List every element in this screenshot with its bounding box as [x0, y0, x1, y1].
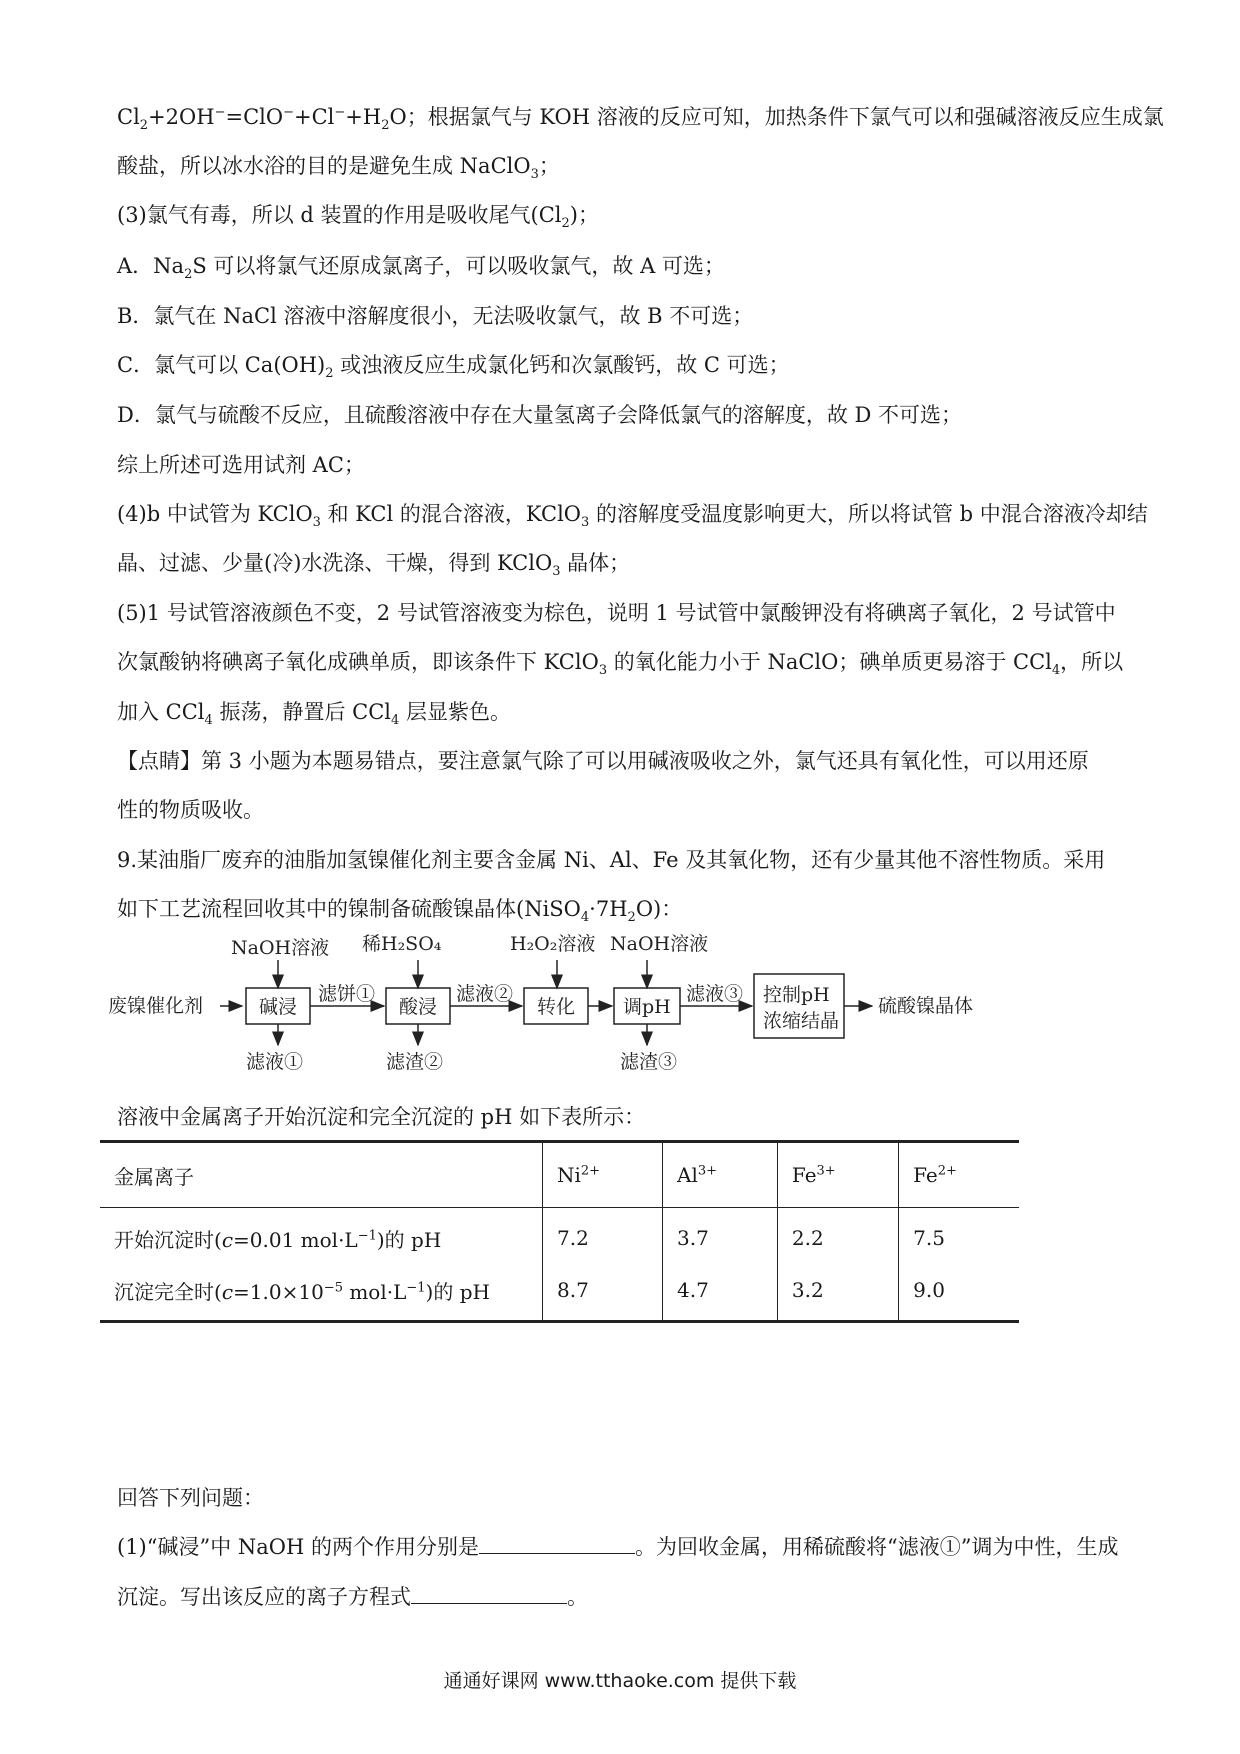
answer-blank: [479, 1535, 635, 1554]
table-cell: 4.7: [663, 1264, 778, 1322]
text-line: (1)“碱浸”中 NaOH 的两个作用分别是 。为回收金属，用稀硫酸将“滤液①”调为中性，生成: [117, 1535, 1119, 1559]
text-line: B．氯气在 NaCl 溶液中溶解度很小，无法吸收氯气，故 B 不可选；: [117, 304, 754, 328]
text-line: (4)b 中试管为 KClO$_3$ 和 KCl 的混合溶液，KClO$_3$ 的溶解度受温度影响更大，所以将试管 b 中混合溶液冷却结: [117, 502, 1148, 531]
precipitation-ph-table: [100, 1140, 1019, 1323]
flow-reagent-3: H₂O₂溶液: [510, 933, 596, 955]
table-cell: 3.7: [663, 1208, 778, 1265]
flow-byproduct-2: 滤渣②: [386, 1051, 444, 1073]
table-header-ion: $Ni^{2+}$: [543, 1142, 663, 1208]
table-row: [100, 1208, 1019, 1265]
flow-reagent-4: NaOH溶液: [610, 933, 709, 955]
flow-box-4-label: 调pH: [623, 996, 671, 1018]
table-cell: 9.0: [899, 1264, 1019, 1322]
text-line: 沉淀。写出该反应的离子方程式 。: [117, 1585, 588, 1609]
process-flowchart: [108, 928, 1008, 1078]
flow-byproduct-1: 滤液①: [246, 1051, 304, 1073]
flow-box-2-label: 酸浸: [399, 996, 438, 1018]
table-cell: 7.2: [543, 1208, 663, 1265]
flow-arrow-label-4: 滤液③: [686, 983, 744, 1005]
flow-reagent-1: NaOH溶液: [231, 937, 330, 959]
table-header-label: 金属离子: [100, 1142, 543, 1208]
table-header-ion: $Fe^{3+}$: [777, 1142, 898, 1208]
text-line: 晶、过滤、少量(冷)水洗涤、干燥，得到 KClO$_3$ 晶体；: [117, 551, 631, 580]
text-line: A．$Na_2S$ 可以将氯气还原成氯离子，可以吸收氯气，故 A 可选；: [117, 254, 725, 283]
table-cell: 8.7: [543, 1264, 663, 1322]
text-line: 性的物质吸收。: [117, 798, 264, 822]
text-line: 次氯酸钠将碘离子氧化成碘单质，即该条件下 KClO$_3$ 的氧化能力小于 NaClO；碘单质更易溶于 CCl$_4$，所以: [117, 650, 1124, 679]
text-line: (3)氯气有毒，所以 d 装置的作用是吸收尾气$(Cl_2)$；: [117, 203, 599, 232]
flow-box-5-line-1: 控制pH: [763, 984, 830, 1006]
text-line: 溶液中金属离子开始沉淀和完全沉淀的 pH 如下表所示：: [117, 1105, 646, 1129]
answer-blank: [411, 1585, 567, 1604]
row-label: 沉淀完全时($c=1.0\times 10^{-5}$ $mol\cdot L^{-1}$)的 pH: [100, 1264, 543, 1322]
flow-box-5-line-2: 浓缩结晶: [763, 1010, 840, 1032]
text-line: 酸盐，所以冰水浴的目的是避免生成 NaClO$_3$；: [117, 154, 560, 183]
flow-end-label: 硫酸镍晶体: [878, 995, 974, 1017]
text-line: 【点睛】第 3 小题为本题易错点，要注意氯气除了可以用碱液吸收之外，氯气还具有氧化性，可以用还原: [117, 749, 1089, 773]
table-cell: 2.2: [777, 1208, 898, 1265]
table-row: [100, 1264, 1019, 1322]
text-line: (5)1 号试管溶液颜色不变，2 号试管溶液变为棕色，说明 1 号试管中氯酸钾没有将碘离子氧化，2 号试管中: [117, 601, 1116, 625]
flow-byproduct-4: 滤渣③: [620, 1051, 678, 1073]
table-cell: 3.2: [777, 1264, 898, 1322]
row-label: 开始沉淀时(c=0.01 $mol\cdot L^{-1}$)的 pH: [100, 1208, 543, 1265]
flow-arrow-label-2: 滤液②: [456, 983, 514, 1005]
text-line: 加入 CCl$_4$ 振荡，静置后 CCl$_4$ 层显紫色。: [117, 700, 511, 729]
page-footer: 通通好课网 www.tthaoke.com 提供下载: [443, 1670, 797, 1692]
table-cell: 7.5: [899, 1208, 1019, 1265]
flow-start-label: 废镍催化剂: [108, 995, 204, 1017]
table-header-ion: $Al^{3+}$: [663, 1142, 778, 1208]
flow-box-1-label: 碱浸: [259, 996, 298, 1018]
table-header-ion: $Fe^{2+}$: [899, 1142, 1019, 1208]
flow-arrow-label-1: 滤饼①: [318, 983, 376, 1005]
text-line: 9.某油脂厂废弃的油脂加氢镍催化剂主要含金属 Ni、Al、Fe 及其氧化物，还有少量其他不溶性物质。采用: [117, 848, 1106, 872]
text-line: C．氯气可以 $Ca(OH)_2$ 或浊液反应生成氯化钙和次氯酸钙，故 C 可选；: [117, 353, 790, 382]
flow-box-3-label: 转化: [537, 996, 576, 1018]
text-line: $Cl_2+2OH^-=ClO^-+Cl^-+H_2O$；根据氯气与 KOH 溶液的反应可知，加热条件下氯气可以和强碱溶液反应生成氯: [117, 105, 1164, 134]
text-line: 综上所述可选用试剂 AC；: [117, 453, 365, 477]
text-line: D．氯气与硫酸不反应，且硫酸溶液中存在大量氢离子会降低氯气的溶解度，故 D 不可选；: [117, 403, 963, 427]
text-line: 回答下列问题：: [117, 1486, 264, 1510]
flow-reagent-2: 稀H₂SO₄: [362, 933, 442, 955]
text-line: 如下工艺流程回收其中的镍制备硫酸镍晶体$(NiSO_4\cdot 7H_2O)$：: [117, 897, 683, 926]
table-header-row: [100, 1142, 1019, 1208]
